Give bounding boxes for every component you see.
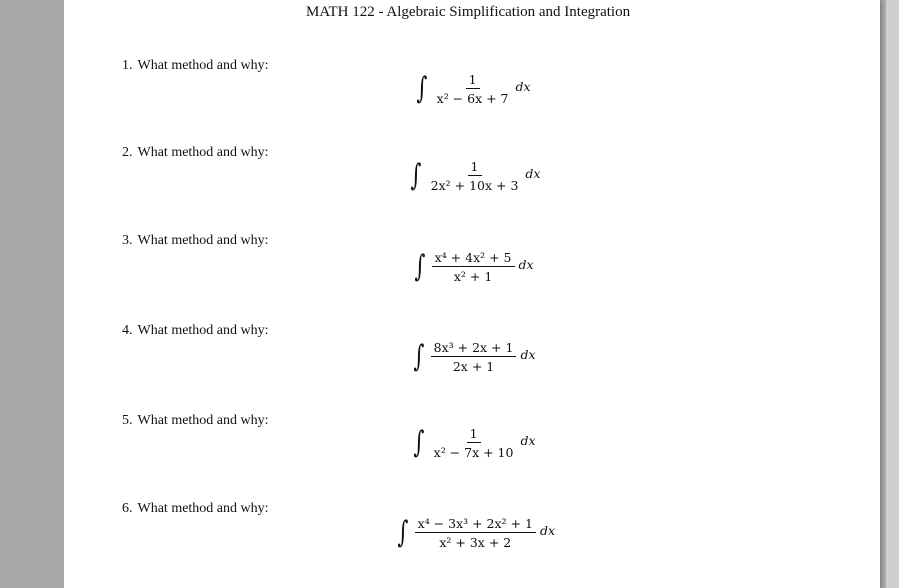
question-2-label <box>122 145 269 161</box>
integral-sign: ∫ <box>397 515 409 550</box>
denominator: 2x² + 10x + 3 <box>430 178 519 193</box>
denominator: x² − 7x + 10 <box>433 445 514 460</box>
question-prompt: What method and why: <box>137 58 269 73</box>
fraction <box>432 250 515 284</box>
numerator: x⁴ − 3x³ + 2x² + 1 <box>415 516 536 533</box>
question-prompt: What method and why: <box>137 323 269 338</box>
integral-expression-2 <box>408 159 540 193</box>
question-6-label <box>122 501 269 517</box>
integral-expression-5 <box>411 426 536 460</box>
page-title: MATH 122 - Algebraic Simplification and Integration <box>306 4 631 20</box>
integral-expression-3 <box>412 250 534 284</box>
denominator: x² + 1 <box>453 269 493 284</box>
differential: dx <box>518 256 534 272</box>
integral-sign: ∫ <box>410 158 422 193</box>
question-number: 1. <box>122 58 133 73</box>
viewer-scrollbar[interactable] <box>886 0 899 588</box>
integral-sign: ∫ <box>413 339 425 374</box>
question-number: 4. <box>122 323 133 338</box>
question-3-label <box>122 233 269 249</box>
differential: dx <box>539 522 556 538</box>
numerator: 1 <box>467 426 481 443</box>
question-number: 2. <box>122 145 133 160</box>
question-prompt: What method and why: <box>137 145 269 160</box>
differential: dx <box>525 165 541 181</box>
fraction <box>431 426 517 460</box>
fraction <box>415 516 536 550</box>
denominator: 2x + 1 <box>452 359 495 374</box>
differential: dx <box>520 432 536 448</box>
integral-expression-1 <box>414 72 531 106</box>
question-number: 6. <box>122 501 133 516</box>
denominator: x² + 3x + 2 <box>439 535 512 550</box>
question-1-label <box>122 58 269 74</box>
numerator: x⁴ + 4x² + 5 <box>432 250 515 267</box>
question-4-label <box>122 323 269 339</box>
question-5-label <box>122 413 269 429</box>
integral-sign: ∫ <box>414 249 426 284</box>
integral-expression-4 <box>411 340 536 374</box>
differential: dx <box>515 78 531 94</box>
fraction <box>428 159 522 193</box>
integral-expression-6 <box>395 516 555 550</box>
differential: dx <box>520 346 536 362</box>
numerator: 1 <box>468 159 482 176</box>
integral-sign: ∫ <box>416 71 428 106</box>
numerator: 8x³ + 2x + 1 <box>431 340 517 357</box>
integral-sign: ∫ <box>413 425 425 460</box>
fraction <box>434 72 512 106</box>
question-number: 5. <box>122 413 133 428</box>
question-prompt: What method and why: <box>137 233 269 248</box>
question-number: 3. <box>122 233 133 248</box>
fraction <box>431 340 517 374</box>
denominator: x² − 6x + 7 <box>436 91 509 106</box>
question-prompt: What method and why: <box>137 501 269 516</box>
question-prompt: What method and why: <box>137 413 269 428</box>
numerator: 1 <box>466 72 480 89</box>
